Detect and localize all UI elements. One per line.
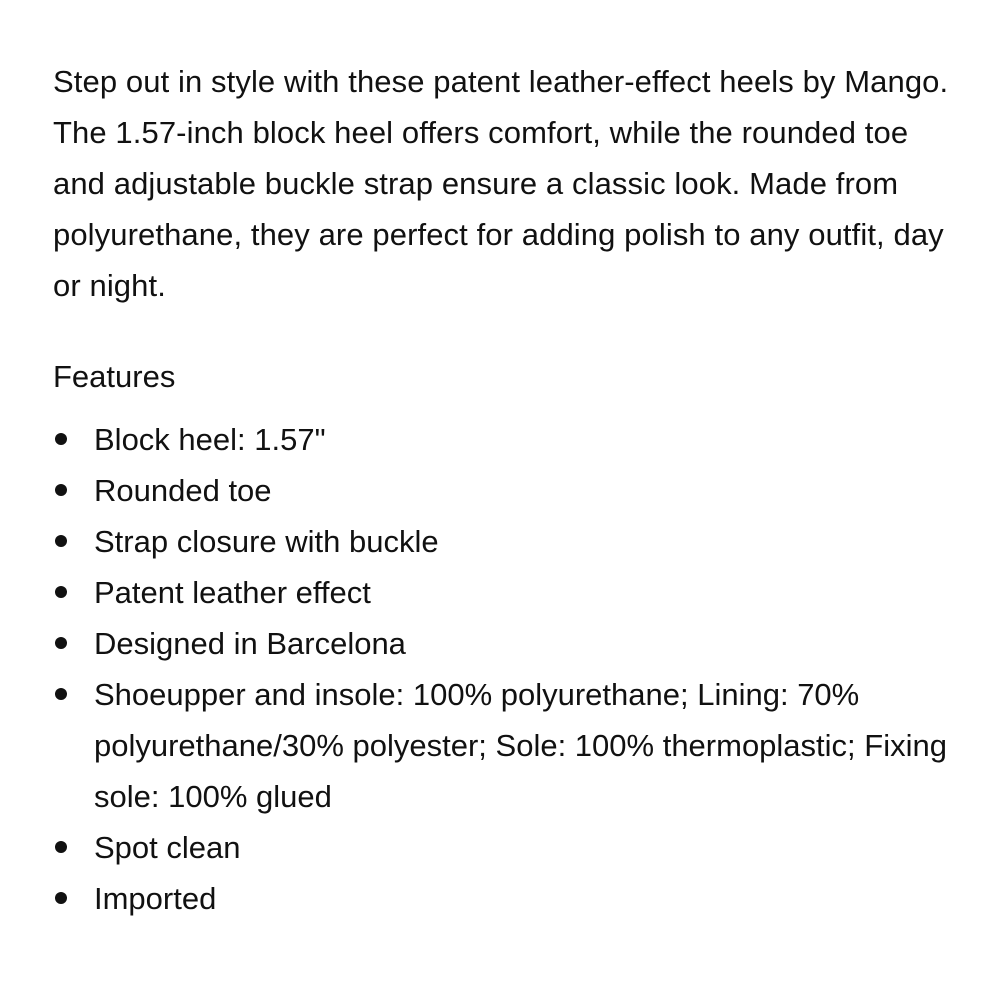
list-item	[53, 516, 953, 567]
feature-text: Rounded toe	[94, 473, 272, 508]
list-item	[53, 873, 953, 924]
list-item	[53, 414, 953, 465]
bullet-icon	[55, 586, 67, 598]
feature-text: Patent leather effect	[94, 575, 371, 610]
bullet-icon	[55, 484, 67, 496]
bullet-icon	[55, 637, 67, 649]
list-item	[53, 669, 953, 822]
features-list	[53, 414, 953, 924]
feature-text: Designed in Barcelona	[94, 626, 406, 661]
bullet-icon	[55, 433, 67, 445]
feature-text: Block heel: 1.57"	[94, 422, 326, 457]
product-details	[53, 56, 953, 924]
list-item	[53, 567, 953, 618]
feature-text: Strap closure with buckle	[94, 524, 439, 559]
features-heading: Features	[53, 359, 176, 394]
feature-text: Shoeupper and insole: 100% polyurethane; Lining: 70% polyurethane/30% polyester; Sole: 100% thermoplastic; Fixing sole: 100% glued	[94, 677, 947, 814]
bullet-icon	[55, 688, 67, 700]
list-item	[53, 618, 953, 669]
bullet-icon	[55, 841, 67, 853]
bullet-icon	[55, 535, 67, 547]
product-description: Step out in style with these patent leather-effect heels by Mango. The 1.57-inch block heel offers comfort, while the rounded toe and adjustable buckle strap ensure a classic look. Made from polyurethane, they are perfect for adding polish to any outfit, day or night.	[53, 64, 949, 303]
list-item	[53, 465, 953, 516]
bullet-icon	[55, 892, 67, 904]
feature-text: Imported	[94, 881, 217, 916]
list-item	[53, 822, 953, 873]
feature-text: Spot clean	[94, 830, 241, 865]
